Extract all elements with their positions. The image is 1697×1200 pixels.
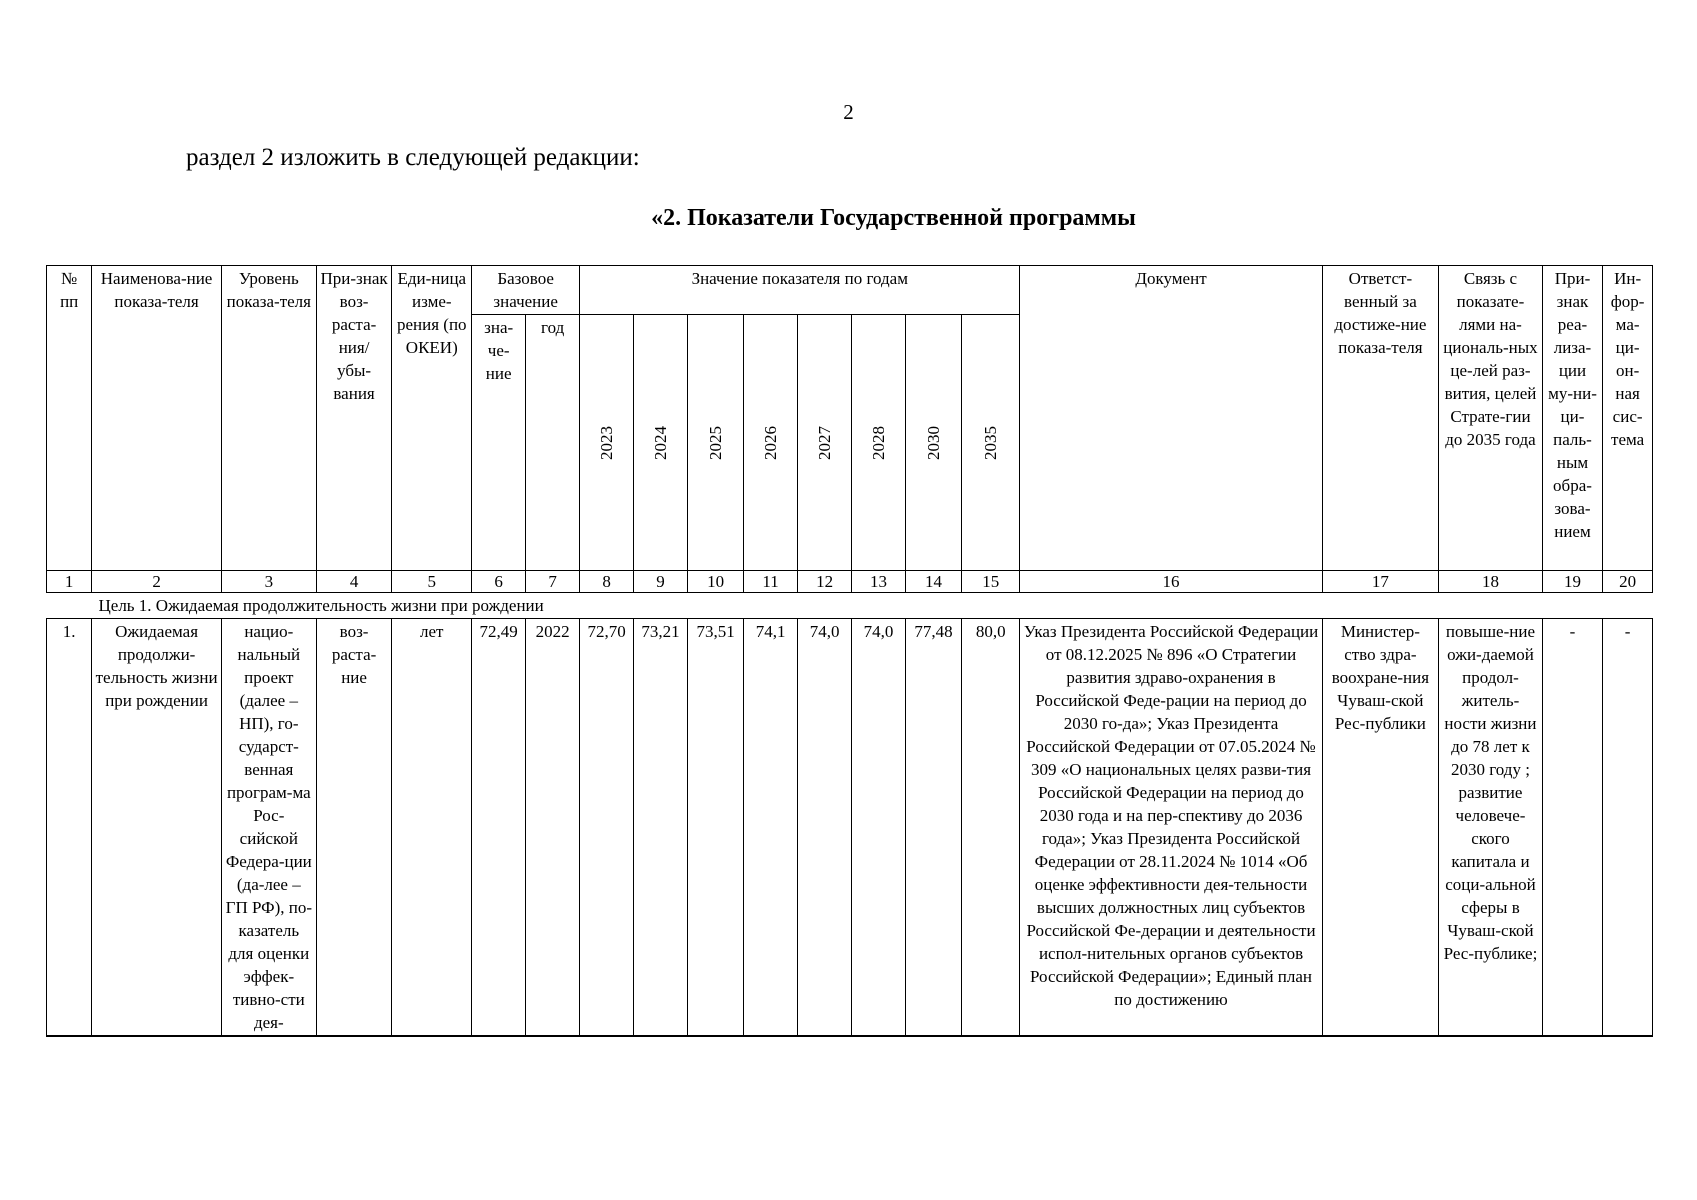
column-number: 15 [962, 571, 1020, 593]
indicator-link: повыше-ние ожи-даемой продол-житель-ности жизни до 78 лет к 2030 году ; развитие человече-ского капитала и соци-альной сферы в Чуваш-ской Рес-публике; [1439, 619, 1543, 1037]
column-number: 18 [1439, 571, 1543, 593]
column-number: 20 [1603, 571, 1653, 593]
column-number: 9 [634, 571, 688, 593]
goal-row [47, 593, 1653, 619]
column-number: 6 [472, 571, 526, 593]
intro-text: раздел 2 изложить в следующей редакции: [186, 144, 640, 171]
column-number: 14 [906, 571, 962, 593]
header-level: Уровень показа-теля [221, 266, 316, 571]
column-number: 7 [526, 571, 580, 593]
header-year: 2035 [962, 315, 1020, 571]
header-base-value: зна-че-ние [472, 315, 526, 571]
column-number: 2 [92, 571, 222, 593]
year-value: 74,1 [744, 619, 798, 1037]
year-value: 73,51 [688, 619, 744, 1037]
column-number: 13 [852, 571, 906, 593]
header-unit: Еди-ница изме-рения (по ОКЕИ) [392, 266, 472, 571]
column-number: 12 [798, 571, 852, 593]
header-base-year: год [526, 315, 580, 571]
indicator-unit: лет [392, 619, 472, 1037]
year-value: 74,0 [798, 619, 852, 1037]
column-number: 10 [688, 571, 744, 593]
header-direction: При-знак воз-раста-ния/ убы-вания [316, 266, 392, 571]
header-base-group: Базовое значение [472, 266, 580, 315]
header-year: 2028 [852, 315, 906, 571]
column-number: 8 [580, 571, 634, 593]
column-number: 17 [1322, 571, 1439, 593]
column-number: 3 [221, 571, 316, 593]
year-value: 72,70 [580, 619, 634, 1037]
header-year: 2023 [580, 315, 634, 571]
column-number: 11 [744, 571, 798, 593]
header-year: 2027 [798, 315, 852, 571]
year-value: 73,21 [634, 619, 688, 1037]
header-document: Документ [1020, 266, 1322, 571]
indicator-level: нацио-нальный проект (далее – НП), го-сударст-венная програм-ма Рос-сийской Федера-ции (да-лее – ГП РФ), по-казатель для оценки эффек-тивно-сти дея- [221, 619, 316, 1037]
indicator-direction: воз-раста-ние [316, 619, 392, 1037]
column-number: 16 [1020, 571, 1322, 593]
header-year: 2025 [688, 315, 744, 571]
indicator-document: Указ Президента Российской Федерации от 08.12.2025 № 896 «О Стратегии развития здраво-охранения в Российской Феде-рации на период до 2030 го-да»; Указ Президента Российской Федерации от 07.05.2024 № 309 «О национальных целях разви-тия Российской Федерации на период до 2030 года и на пер-спективу до 2036 года»; Указ Президента Российской Федерации от 28.11.2024 № 1014 «Об оценке эффективности дея-тельности высших должностных лиц субъектов Российской Фе-дерации и деятельности испол-нительных органов субъектов Российской Федерации»; Единый план по достижению [1020, 619, 1322, 1037]
row-number: 1. [47, 619, 92, 1037]
year-value: 77,48 [906, 619, 962, 1037]
header-number: № пп [47, 266, 92, 571]
header-responsible: Ответст-венный за достиже-ние показа-теля [1322, 266, 1439, 571]
goal-title: Цель 1. Ожидаемая продолжительность жизни при рождении [47, 593, 1653, 619]
indicator-municipal: - [1542, 619, 1602, 1037]
header-name: Наименова-ние показа-теля [92, 266, 222, 571]
indicator-responsible: Министер-ство здра-воохране-ния Чуваш-ской Рес-публики [1322, 619, 1439, 1037]
header-years-group: Значение показателя по годам [580, 266, 1020, 315]
column-number: 4 [316, 571, 392, 593]
header-year: 2030 [906, 315, 962, 571]
section-heading: «2. Показатели Государственной программы [651, 205, 1136, 231]
indicator-name: Ожидаемая продолжи-тельность жизни при рождении [92, 619, 222, 1037]
indicators-table [46, 265, 1653, 1037]
year-value: 80,0 [962, 619, 1020, 1037]
header-year: 2026 [744, 315, 798, 571]
header-info-system: Ин-фор-ма-ци-он-ная сис-тема [1603, 266, 1653, 571]
header-link: Связь с показате-лями на-циональ-ных це-лей раз-вития, целей Страте-гии до 2035 года [1439, 266, 1543, 571]
indicator-info-system: - [1603, 619, 1653, 1037]
column-number: 19 [1542, 571, 1602, 593]
column-number: 1 [47, 571, 92, 593]
table-row [47, 619, 1653, 1037]
header-year: 2024 [634, 315, 688, 571]
column-numbers-row [47, 571, 1653, 593]
header-municipal: При-знак реа-лиза-ции му-ни-ци-паль-ным обра-зова-нием [1542, 266, 1602, 571]
year-value: 74,0 [852, 619, 906, 1037]
base-value: 72,49 [472, 619, 526, 1037]
column-number: 5 [392, 571, 472, 593]
base-year: 2022 [526, 619, 580, 1037]
page-number: 2 [843, 100, 854, 124]
